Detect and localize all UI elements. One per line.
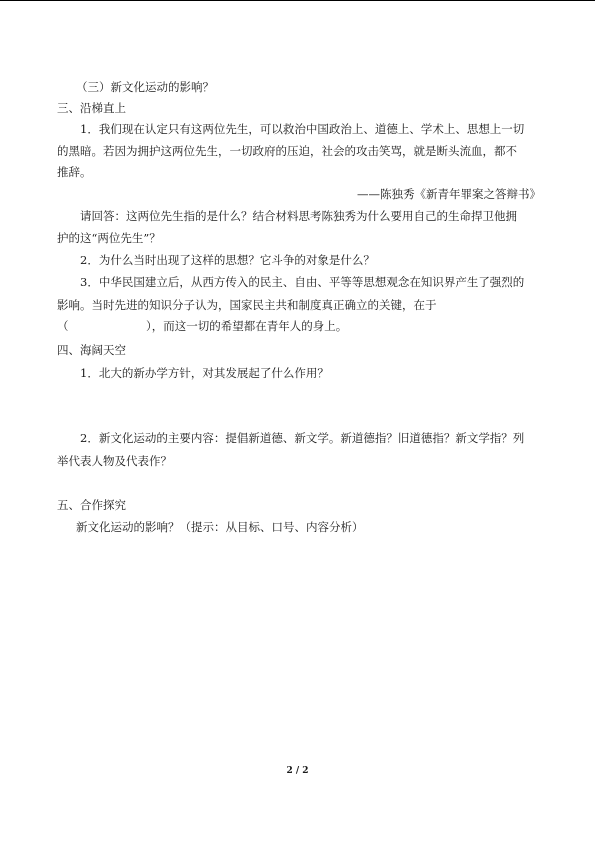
top-border-line — [0, 0, 595, 1]
section3-subheading: （三）新文化运动的影响？ — [76, 80, 214, 94]
section5-question: 新文化运动的影响？（提示：从目标、口号、内容分析） — [76, 520, 364, 534]
question1-line1: 1．我们现在认定只有这两位先生，可以救治中国政治上、道德上、学术上、思想上一切 — [80, 122, 525, 136]
question3-line2: 影响。当时先进的知识分子认为，国家民主共和制度真正确立的关键，在于 — [57, 298, 437, 312]
section4-title: 四、海阔天空 — [57, 343, 126, 357]
section4-question1: 1．北大的新办学方针，对其发展起了什么作用？ — [80, 366, 329, 380]
question1-source: ——陈独秀《新青年罪案之答辩书》 — [357, 187, 541, 201]
question2: 2．为什么当时出现了这样的思想？它斗争的对象是什么？ — [80, 253, 375, 267]
section5-title: 五、合作探究 — [57, 498, 126, 512]
question1-ask-line1: 请回答：这两位先生指的是什么？结合材料思考陈独秀为什么要用自己的生命捍卫他拥 — [80, 209, 517, 223]
section4-question2-line1: 2．新文化运动的主要内容：提倡新道德、新文学。新道德指？旧道德指？新文学指？列 — [80, 431, 525, 445]
question1-line2: 的黑暗。若因为拥护这两位先生，一切政府的压迫，社会的攻击笑骂，就是断头流血，都不 — [57, 144, 517, 158]
question1-ask-line2: 护的这“两位先生”？ — [57, 231, 161, 245]
section4-question2-line2: 举代表人物及代表作？ — [57, 454, 172, 468]
question3-line1: 3．中华民国建立后，从西方传入的民主、自由、平等等思想观念在知识界产生了强烈的 — [80, 275, 525, 289]
page-number: 2 / 2 — [286, 766, 309, 776]
section3-title: 三、沿梯直上 — [57, 101, 126, 115]
question1-line3: 推辞。 — [57, 165, 92, 179]
question3-blank-open: （ — [57, 319, 69, 333]
question3-line3: ），而这一切的希望都在青年人的身上。 — [146, 319, 348, 333]
